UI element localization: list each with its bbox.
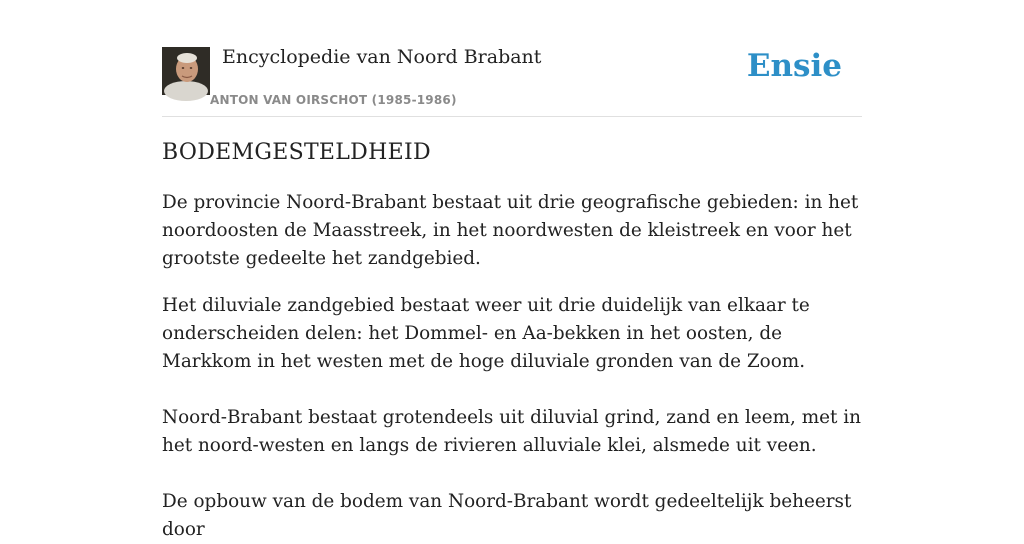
article-content: [162, 140, 862, 544]
article-paragraph: Noord-Brabant bestaat grotendeels uit diluvial grind, zand en leem, met in het noord-westen en langs de rivieren alluviale klei, alsmede uit veen.: [162, 407, 862, 456]
ensie-logo[interactable]: Ensie: [746, 48, 842, 84]
article-paragraph: De provincie Noord-Brabant bestaat uit drie geografische gebieden: in het noordoosten de Maasstreek, in het noordwesten de kleistreek en voor het grootste gedeelte het zandgebied.: [162, 192, 859, 269]
author-avatar: [162, 47, 210, 95]
author-name[interactable]: ANTON VAN OIRSCHOT (1985-1986): [210, 93, 457, 107]
article-paragraph: De opbouw van de bodem van Noord-Brabant wordt gedeeltelijk beheerst door: [162, 491, 852, 540]
paragraph-spacer: [162, 460, 862, 488]
paragraph-spacer: [162, 376, 862, 404]
article-title: BODEMGESTELDHEID: [162, 140, 431, 165]
header: [162, 44, 862, 117]
author-portrait-icon: [162, 47, 210, 95]
article-paragraph: Het diluviale zandgebied bestaat weer uit drie duidelijk van elkaar te onderscheiden delen: het Dommel- en Aa-bekken in het oosten, de Markkom in het westen met de hoge diluviale gronden van de Zoom.: [162, 295, 810, 372]
site-title[interactable]: Encyclopedie van Noord Brabant: [222, 46, 542, 68]
